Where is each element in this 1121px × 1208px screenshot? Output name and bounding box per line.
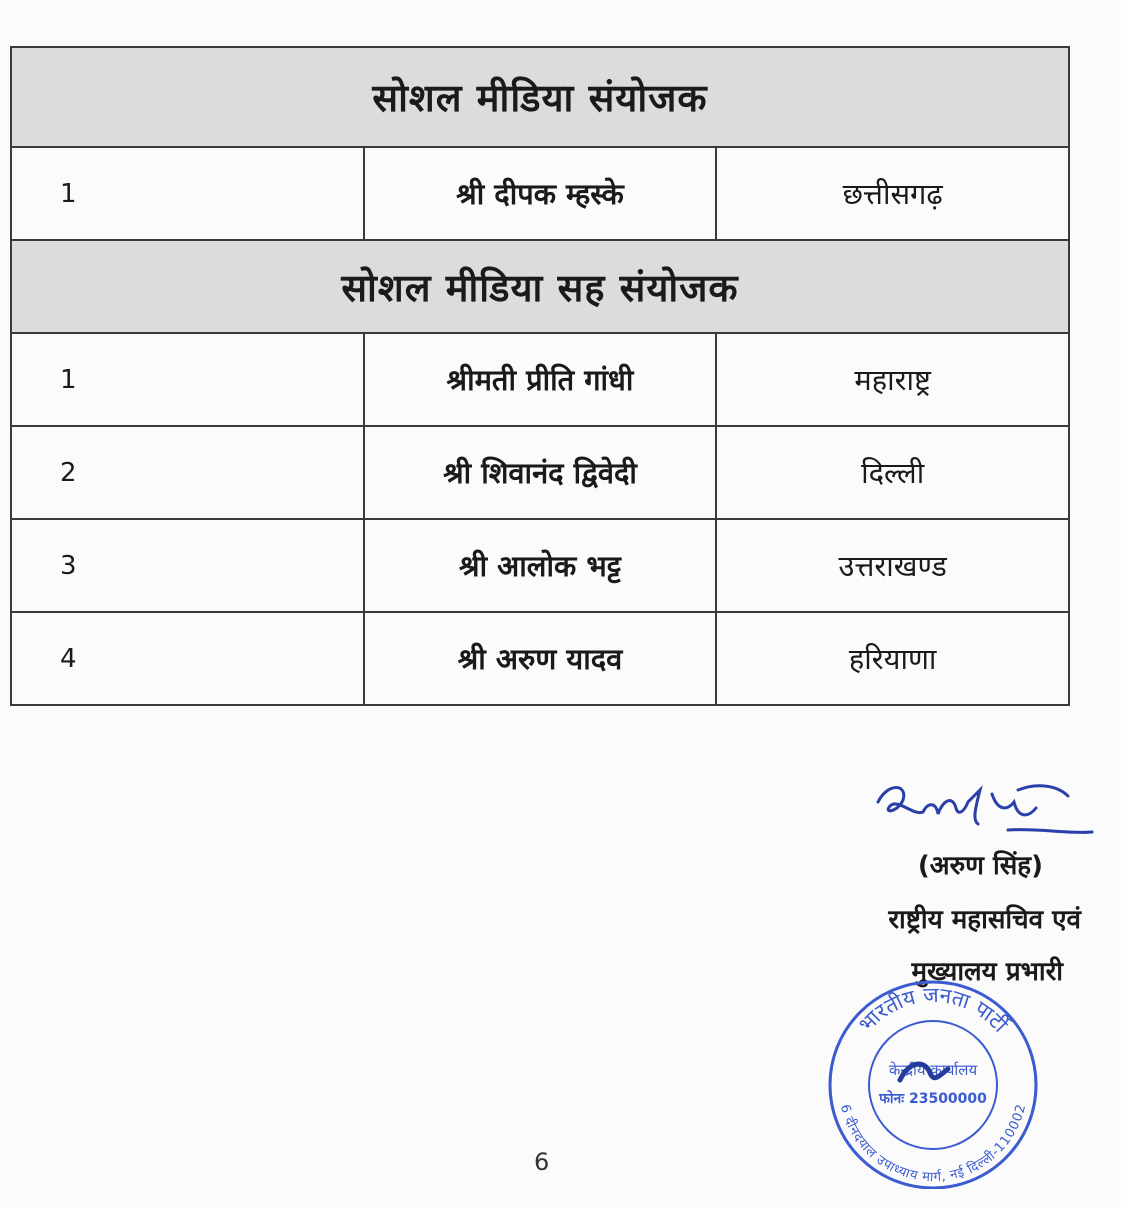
section-heading: सोशल मीडिया संयोजक: [11, 47, 1069, 147]
table-row: [11, 519, 1069, 612]
serial-number: 2: [11, 426, 364, 519]
member-state: हरियाणा: [716, 612, 1069, 705]
seal-outer-top-text: भारतीय जनता पार्टी: [853, 982, 1013, 1037]
section-heading: सोशल मीडिया सह संयोजक: [11, 240, 1069, 333]
handwritten-signature: [868, 772, 1098, 852]
member-name: श्री दीपक म्हस्के: [364, 147, 717, 240]
table-row: [11, 333, 1069, 426]
member-name: श्रीमती प्रीति गांधी: [364, 333, 717, 426]
seal-outer-bottom-text: 6 दीनदयाल उपाध्याय मार्ग, नई दिल्ली-110002: [837, 1102, 1029, 1185]
seal-inner-line1: केन्द्रीय कार्यालय: [888, 1061, 978, 1079]
svg-text:6 दीनदयाल उपाध्याय मार्ग, नई द: [837, 1103, 1029, 1185]
member-name: श्री शिवानंद द्विवेदी: [364, 426, 717, 519]
member-name: श्री आलोक भट्ट: [364, 519, 717, 612]
member-state: दिल्ली: [716, 426, 1069, 519]
section-header-row: [11, 47, 1069, 147]
office-bearers-table: [10, 46, 1070, 706]
table-row: [11, 426, 1069, 519]
section-header-row: [11, 240, 1069, 333]
member-state: उत्तराखण्ड: [716, 519, 1069, 612]
member-state: महाराष्ट्र: [716, 333, 1069, 426]
member-state: छत्तीसगढ़: [716, 147, 1069, 240]
svg-text:भारतीय जनता पार्टी: [854, 983, 1013, 1038]
signatory-designation: राष्ट्रीय महासचिव एवं: [888, 905, 1081, 935]
table-row: [11, 612, 1069, 705]
member-name: श्री अरुण यादव: [364, 612, 717, 705]
seal-inner-line2: फोनः 23500000: [879, 1091, 987, 1107]
table-row: [11, 147, 1069, 240]
serial-number: 1: [11, 333, 364, 426]
page-number: 6: [534, 1148, 550, 1176]
serial-number: 1: [11, 147, 364, 240]
office-seal-stamp: [822, 975, 1044, 1189]
signatory-designation-line2: मुख्यालय प्रभारी: [911, 957, 1063, 987]
serial-number: 4: [11, 612, 364, 705]
signatory-name: (अरुण सिंह): [917, 851, 1043, 881]
serial-number: 3: [11, 519, 364, 612]
